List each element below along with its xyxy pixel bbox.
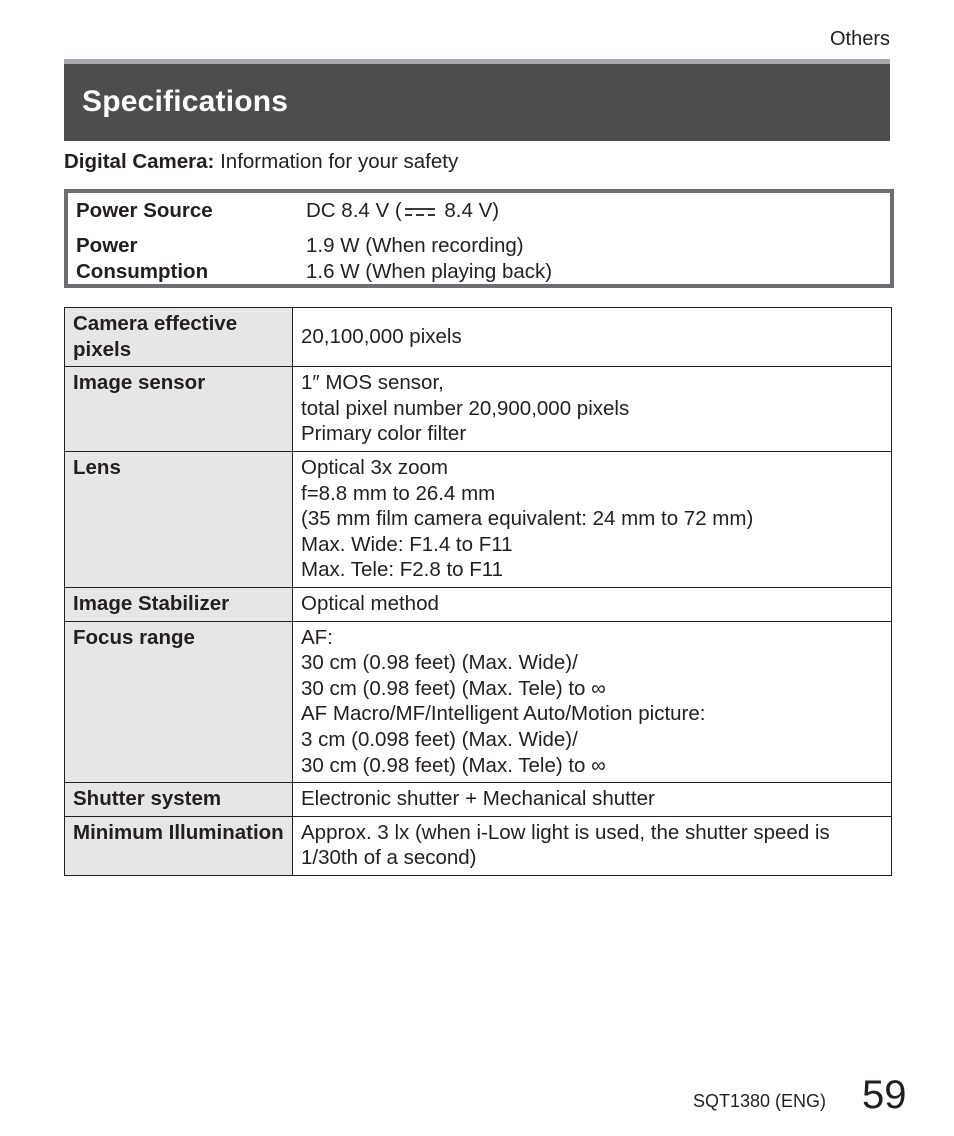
spec-row: [65, 783, 892, 817]
spec-value-line: Max. Wide: F1.4 to F11: [301, 532, 513, 556]
power-consumption-value-line: 1.9 W (When recording): [306, 234, 524, 257]
spec-value-line: Max. Tele: F2.8 to F11: [301, 558, 504, 582]
spec-row: [65, 451, 892, 587]
spec-value-line: Optical 3x zoom: [301, 455, 448, 479]
spec-value-line: 20,100,000 pixels: [301, 324, 462, 348]
spec-label: Shutter system: [65, 783, 293, 817]
spec-value-line: Optical method: [301, 591, 439, 615]
specifications-table: [64, 307, 892, 876]
spec-label: Image Stabilizer: [65, 587, 293, 621]
power-consumption-label: [76, 233, 296, 285]
spec-value-line: Electronic shutter + Mechanical shutter: [301, 787, 655, 811]
intro-label: Digital Camera:: [64, 150, 215, 173]
safety-info-box: [64, 189, 894, 288]
spec-value-line: Approx. 3 lx (when i-Low light is used, the shutter speed is: [301, 820, 830, 844]
spec-value: [293, 308, 892, 367]
spec-value: [293, 451, 892, 587]
power-source-label: Power Source: [76, 199, 213, 222]
spec-value: [293, 587, 892, 621]
spec-value-line: 30 cm (0.98 feet) (Max. Tele) to ∞: [301, 676, 606, 700]
spec-value-line: 1″ MOS sensor,: [301, 371, 444, 395]
power-consumption-value-line: 1.6 W (When playing back): [306, 260, 553, 283]
intro-text: Information for your safety: [220, 150, 459, 173]
power-consumption-label-line: Power: [76, 234, 138, 257]
page-title: Specifications: [82, 85, 289, 118]
document-code: SQT1380 (ENG): [693, 1091, 827, 1111]
power-consumption-value: [306, 233, 866, 285]
spec-value-line: AF:: [301, 625, 333, 649]
spec-label: Focus range: [65, 621, 293, 783]
power-consumption-label-line: Consumption: [76, 260, 209, 283]
spec-value: [293, 367, 892, 452]
spec-value: [293, 783, 892, 817]
dc-symbol-icon: [404, 206, 436, 218]
spec-row: [65, 816, 892, 875]
spec-row: [65, 367, 892, 452]
spec-label: Camera effective pixels: [65, 308, 293, 367]
spec-value-line: 30 cm (0.98 feet) (Max. Tele) to ∞: [301, 753, 606, 777]
power-source-prefix: DC 8.4 V (: [306, 199, 402, 222]
spec-row: [65, 621, 892, 783]
page-number: 59: [862, 1073, 907, 1117]
spec-value-line: 1/30th of a second): [301, 846, 477, 870]
section-label: Others: [829, 28, 890, 50]
power-source-value: [306, 198, 866, 224]
spec-value-line: Primary color filter: [301, 422, 467, 446]
spec-value-line: (35 mm film camera equivalent: 24 mm to 72 mm): [301, 507, 754, 531]
spec-value: [293, 621, 892, 783]
spec-label: Image sensor: [65, 367, 293, 452]
spec-label: Lens: [65, 451, 293, 587]
spec-label: Minimum Illumination: [65, 816, 293, 875]
spec-value-line: total pixel number 20,900,000 pixels: [301, 396, 630, 420]
spec-row: [65, 308, 892, 367]
spec-value-line: 30 cm (0.98 feet) (Max. Wide)/: [301, 651, 578, 675]
spec-value-line: f=8.8 mm to 26.4 mm: [301, 481, 496, 505]
spec-value: [293, 816, 892, 875]
intro-line: [64, 150, 458, 174]
spec-row: [65, 587, 892, 621]
spec-value-line: 3 cm (0.098 feet) (Max. Wide)/: [301, 727, 578, 751]
title-bar: [64, 59, 890, 141]
spec-value-line: AF Macro/MF/Intelligent Auto/Motion picture:: [301, 702, 706, 726]
power-source-suffix: 8.4 V): [438, 199, 500, 222]
